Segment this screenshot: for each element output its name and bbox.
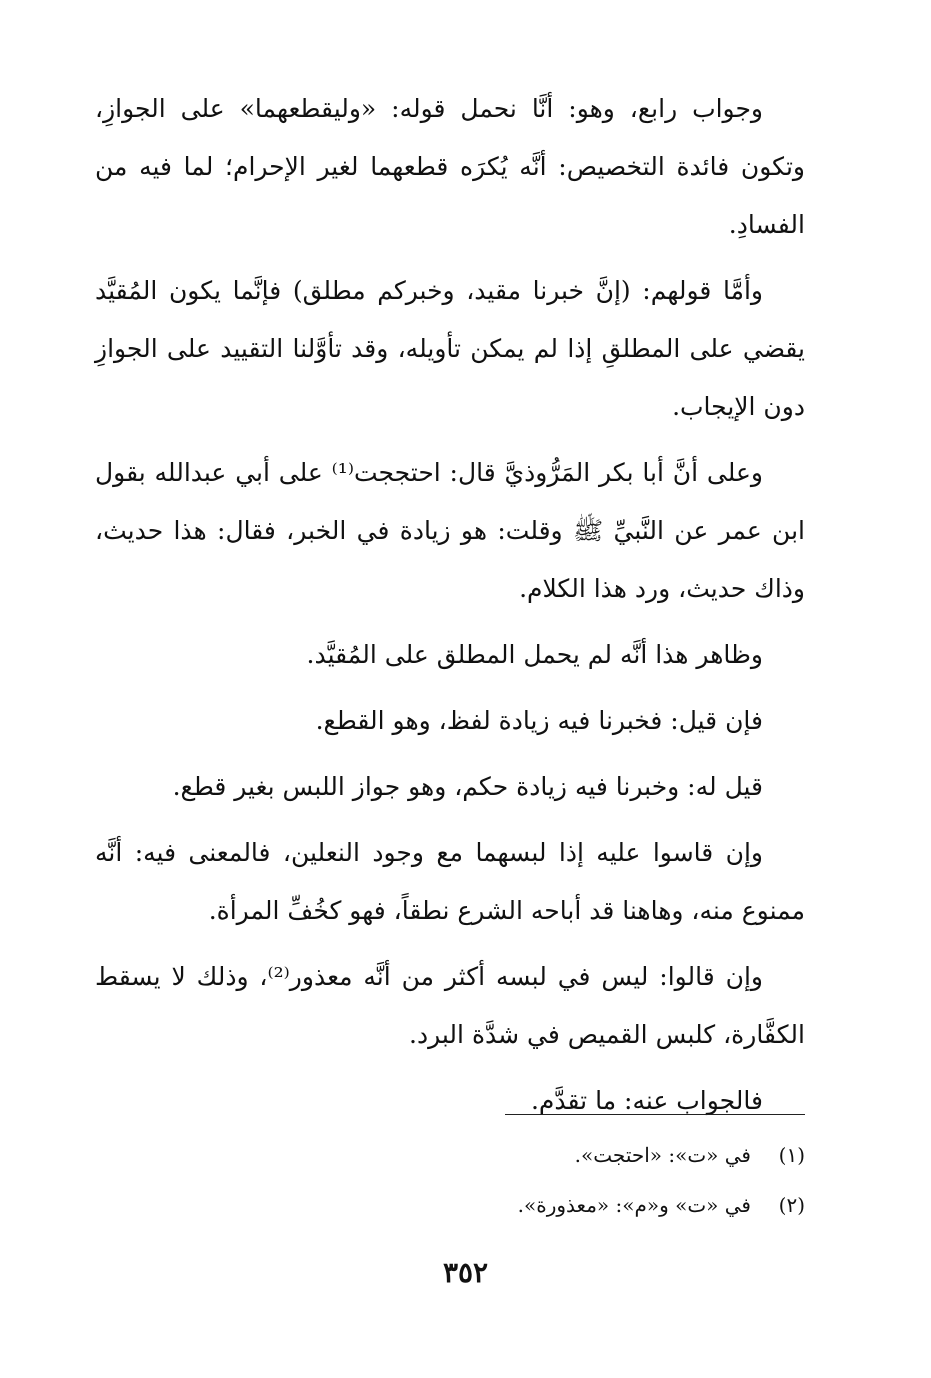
- footnote-item: [95, 1180, 805, 1230]
- footnotes: [95, 1130, 805, 1230]
- footnote-text: في «ت»: «احتجت».: [574, 1143, 751, 1167]
- paragraph: وجواب رابع، وهو: أنَّا نحمل قوله: «وليقطعهما» على الجوازِ، وتكون فائدة التخصيص: أنَّه يُكرَه قطعهما لغير الإحرام؛ لما فيه من الفسادِ.: [95, 94, 805, 239]
- footnote-number: (١): [778, 1143, 805, 1167]
- footnote-item: [95, 1130, 805, 1180]
- paragraph: وإن قاسوا عليه إذا لبسهما مع وجود النعلين، فالمعنى فيه: أنَّه ممنوع منه، وهاهنا قد أباحه الشرع نطقاً، فهو كخُفِّ المرأة.: [95, 838, 805, 925]
- paragraph: وعلى أنَّ أبا بكر المَرُّوذيَّ قال: احتججت⁽¹⁾ على أبي عبدالله بقول ابن عمر عن النَّبيِّ ﷺ وقلت: هو زيادة في الخبر، فقال: هذا حديث، وذاك حديث، ورد هذا الكلام.: [95, 458, 805, 603]
- paragraph: قيل له: وخبرنا فيه زيادة حكم، وهو جواز اللبس بغير قطع.: [172, 772, 763, 801]
- paragraph: فالجواب عنه: ما تقدَّم.: [530, 1086, 763, 1115]
- paragraph: فإن قيل: فخبرنا فيه زيادة لفظ، وهو القطع.: [315, 706, 763, 735]
- page-number: ٣٥٢: [442, 1256, 489, 1289]
- footnote-divider: [505, 1114, 805, 1115]
- main-text: [95, 80, 805, 1138]
- paragraph: وأمَّا قولهم: (إنَّ خبرنا مقيد، وخبركم مطلق) فإنَّما يكون المُقيَّد يقضي على المطلقِ إذا لم يمكن تأويله، وقد تأوَّلنا التقييد على الجوازِ دون الإيجاب.: [95, 276, 805, 421]
- paragraph: وظاهر هذا أنَّه لم يحمل المطلق على المُقيَّد.: [306, 640, 763, 669]
- footnote-text: في «ت» و«م»: «معذورة».: [517, 1193, 751, 1217]
- footnote-number: (٢): [778, 1193, 805, 1217]
- paragraph: وإن قالوا: ليس في لبسه أكثر من أنَّه معذور⁽²⁾، وذلك لا يسقط الكفَّارة، كلبس القميص في شدَّة البرد.: [95, 962, 805, 1049]
